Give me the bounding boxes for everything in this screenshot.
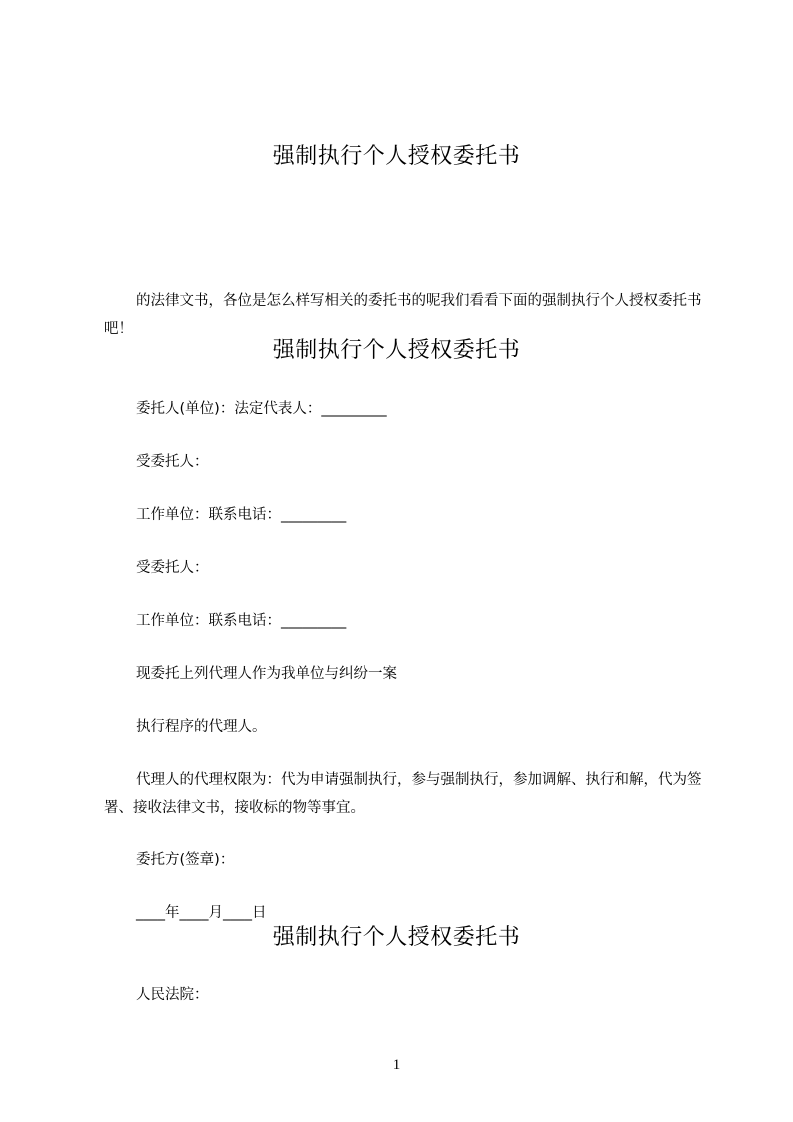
court-line: 人民法院： xyxy=(136,987,209,1003)
document-title: 强制执行个人授权委托书 xyxy=(272,144,521,169)
agent-line: 受委托人： xyxy=(136,454,209,470)
page-number: 1 xyxy=(392,1057,401,1073)
date-line: ____年____月____日 xyxy=(136,905,267,921)
intro-paragraph: 的法律文书，各位是怎么样写相关的委托书的呢我们看看下面的强制执行个人授权委托书吧！ xyxy=(104,293,702,337)
agent-work-line-2: 工作单位：联系电话：_________ xyxy=(136,613,347,629)
signature-line: 委托方(签章)： xyxy=(136,852,235,868)
agent-line-2: 受委托人： xyxy=(136,560,209,576)
principal-line: 委托人(单位)：法定代表人：_________ xyxy=(136,401,387,417)
section-title: 强制执行个人授权委托书 xyxy=(272,338,521,363)
section-title-2: 强制执行个人授权委托书 xyxy=(272,925,521,950)
appointment-line-2: 执行程序的代理人。 xyxy=(136,719,267,735)
authority-paragraph: 代理人的代理权限为：代为申请强制执行，参与强制执行，参加调解、执行和解，代为签署、接收法律文书，接收标的物等事宜。 xyxy=(104,772,702,816)
agent-work-line: 工作单位：联系电话：_________ xyxy=(136,507,347,523)
appointment-line: 现委托上列代理人作为我单位与纠纷一案 xyxy=(136,666,397,682)
